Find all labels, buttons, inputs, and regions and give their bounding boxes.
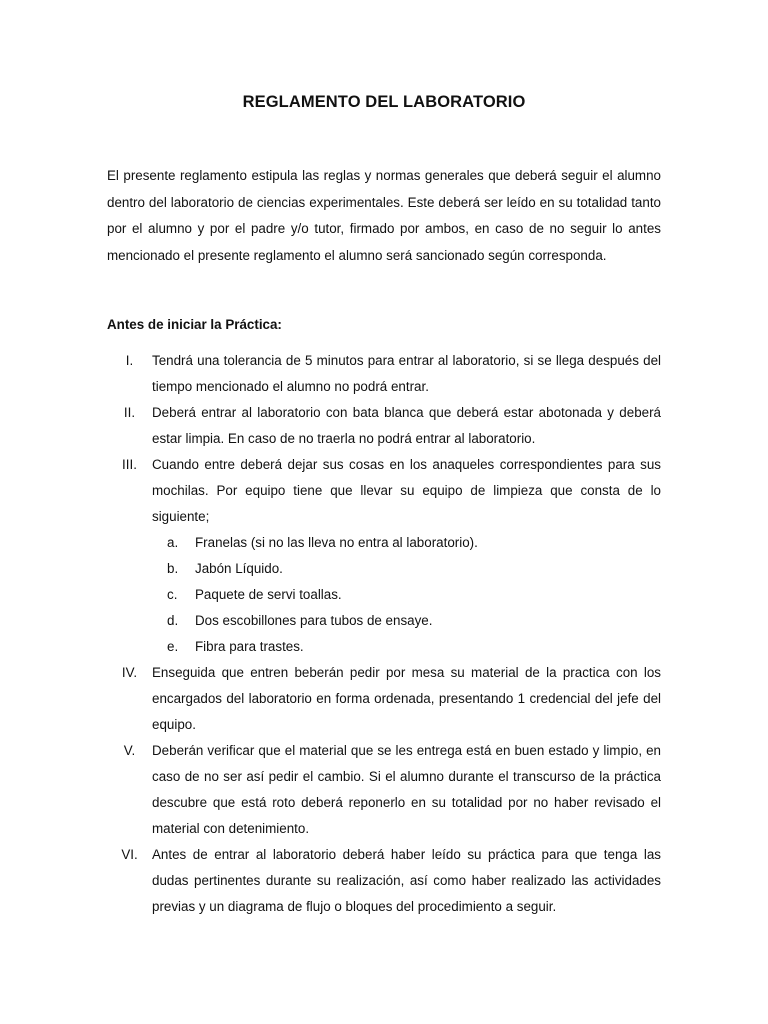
- rule-text: Tendrá una tolerancia de 5 minutos para entrar al laboratorio, si se llega después del tiempo mencionado el alumno no podrá entrar.: [152, 353, 661, 394]
- sub-item: [167, 634, 661, 660]
- intro-paragraph: El presente reglamento estipula las reglas y normas generales que deberá seguir el alumno dentro del laboratorio de ciencias experimentales. Este deberá ser leído en su totalidad tanto por el alumno y por el padre y/o tutor, firmado por ambos, en caso de no seguir lo antes mencionado el presente reglamento el alumno será sancionado según corresponda.: [107, 168, 661, 263]
- rule-text: Deberán verificar que el material que se les entrega está en buen estado y limpio, en caso de no ser así pedir el cambio. Si el alumno durante el transcurso de la práctica descubre que está roto deberá reponerlo en su totalidad por no haber revisado el material con detenimiento.: [152, 743, 661, 836]
- rule-number: II.: [123, 405, 136, 420]
- sub-item-letter: a.: [167, 535, 179, 550]
- sub-item: [167, 530, 661, 556]
- sub-item-letter: d.: [167, 613, 179, 628]
- rule-number: V.: [123, 743, 136, 758]
- rule-number: III.: [122, 457, 137, 472]
- rules-list: [107, 348, 661, 920]
- rule-item: [107, 842, 661, 920]
- sub-item-letter: e.: [167, 639, 179, 654]
- rule-text: Deberá entrar al laboratorio con bata blanca que deberá estar abotonada y deberá estar limpia. En caso de no traerla no podrá entrar al laboratorio.: [152, 405, 661, 446]
- rule-number: I.: [125, 353, 134, 368]
- cleaning-kit-list: [167, 530, 661, 660]
- sub-item-text: Fibra para trastes.: [195, 639, 304, 654]
- rule-number: VI.: [121, 847, 138, 862]
- rule-item: [107, 660, 661, 738]
- sub-item-text: Franelas (si no las lleva no entra al laboratorio).: [195, 535, 478, 550]
- rule-item: [107, 738, 661, 842]
- sub-item-letter: c.: [167, 587, 178, 602]
- rule-text: Cuando entre deberá dejar sus cosas en los anaqueles correspondientes para sus mochilas. Por equipo tiene que llevar su equipo de limpieza que consta de lo siguiente;: [152, 457, 661, 524]
- rule-item: [107, 348, 661, 400]
- rule-text: Antes de entrar al laboratorio deberá haber leído su práctica para que tenga las dudas pertinentes durante su realización, así como haber realizado las actividades previas y un diagrama de flujo o bloques del procedimiento a seguir.: [152, 847, 661, 914]
- rule-number: IV.: [121, 665, 138, 680]
- sub-item-letter: b.: [167, 561, 179, 576]
- document-title: REGLAMENTO DEL LABORATORIO: [242, 93, 526, 111]
- sub-item: [167, 608, 661, 634]
- sub-item-text: Paquete de servi toallas.: [195, 587, 342, 602]
- sub-item: [167, 556, 661, 582]
- rule-item: [107, 400, 661, 452]
- rule-item: [107, 452, 661, 530]
- section-heading: Antes de iniciar la Práctica:: [107, 317, 282, 332]
- sub-item-text: Jabón Líquido.: [195, 561, 283, 576]
- sub-item: [167, 582, 661, 608]
- sub-item-text: Dos escobillones para tubos de ensaye.: [195, 613, 433, 628]
- rule-text: Enseguida que entren beberán pedir por mesa su material de la practica con los encargados del laboratorio en forma ordenada, presentando 1 credencial del jefe del equipo.: [152, 665, 661, 732]
